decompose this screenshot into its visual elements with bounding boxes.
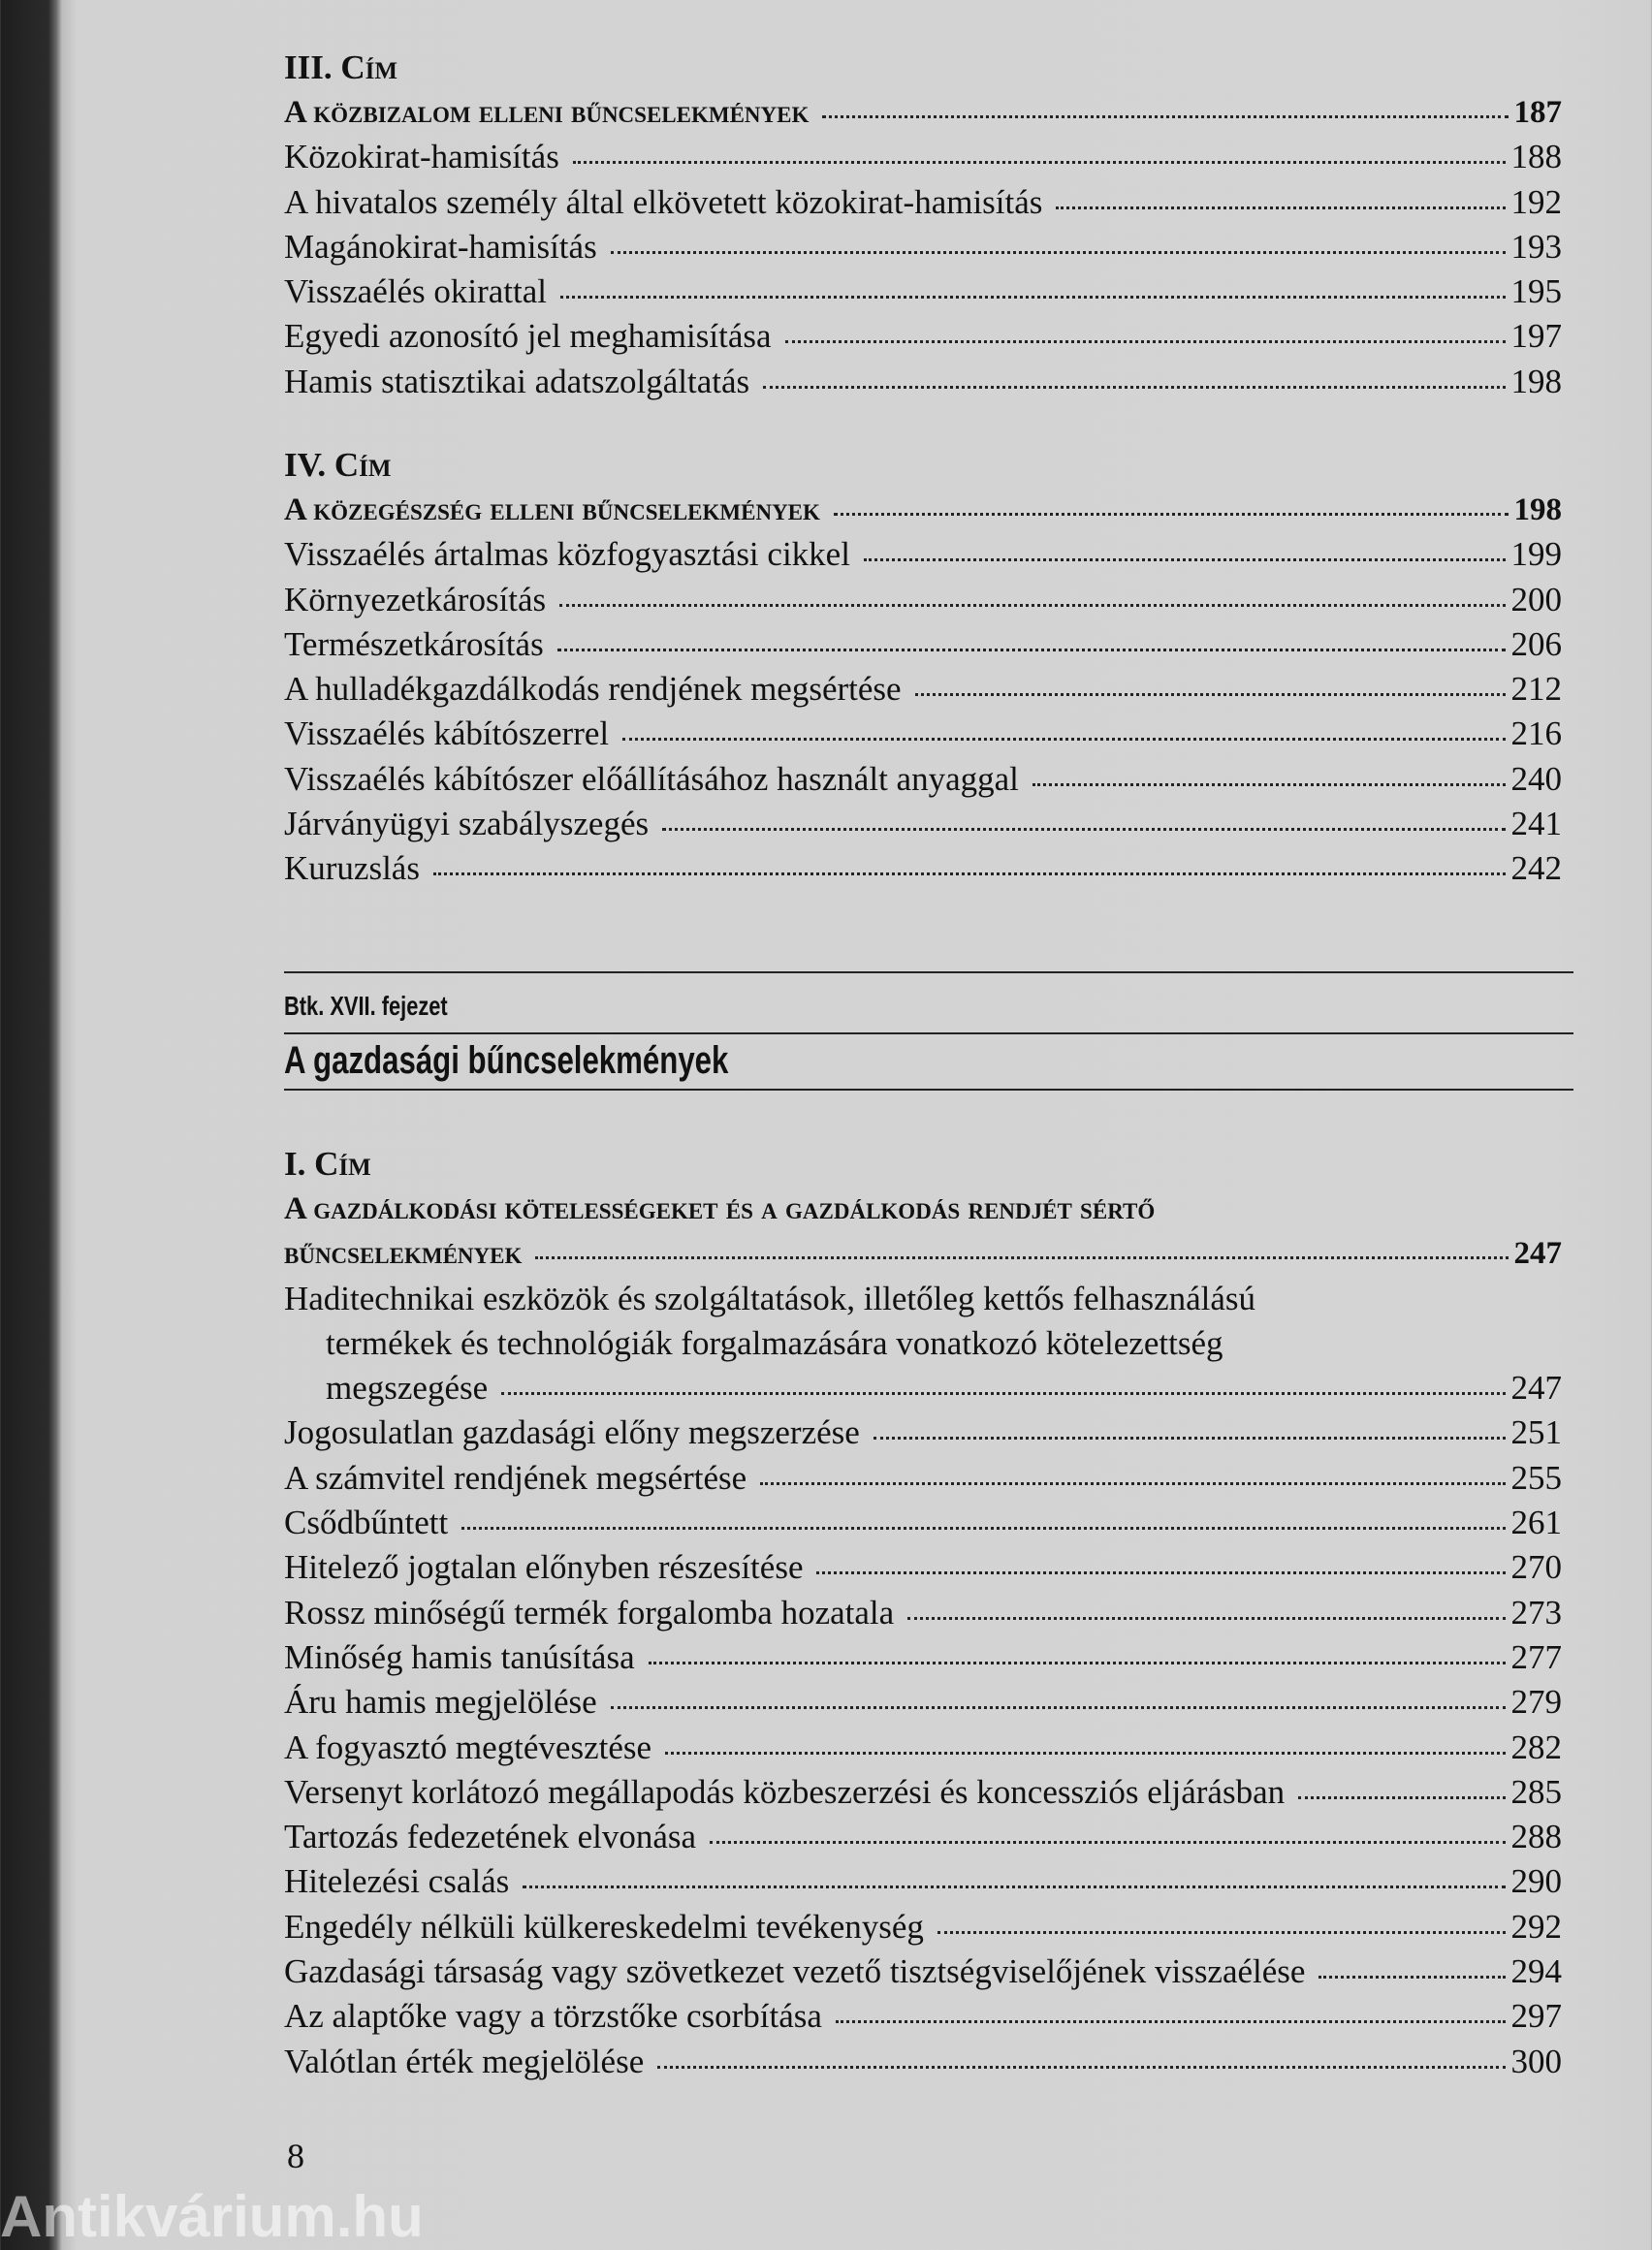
toc-entry[interactable] [284, 757, 1562, 802]
divider-bottom [284, 1089, 1573, 1091]
dot-leader [1032, 783, 1506, 786]
chapter-label: Btk. XVII. fejezet [284, 991, 448, 1021]
dot-leader [662, 828, 1505, 831]
toc-entry[interactable] [284, 1726, 1562, 1770]
toc-entry[interactable] [284, 1815, 1562, 1859]
entry-title: Hamis statisztikai adatszolgáltatás [284, 362, 750, 400]
toc-entry[interactable] [284, 1545, 1562, 1590]
entry-title: Versenyt korlátozó megállapodás közbeszerzési és koncessziós eljárásban [284, 1772, 1286, 1811]
toc-entry[interactable] [284, 1905, 1562, 1949]
toc-entry[interactable] [284, 532, 1562, 577]
entry-title: Haditechnikai eszközök és szolgáltatások, illetőleg kettős felhasználású [284, 1279, 1256, 1317]
toc-entry [284, 1321, 1562, 1366]
entry-title: A közegészség elleni bűncselekmények [284, 492, 820, 527]
entry-title: A közbizalom elleni bűncselekmények [284, 95, 810, 130]
heading-text: bűncselekmények [284, 1236, 523, 1272]
toc-entry[interactable] [284, 225, 1562, 269]
section-iv-cim [284, 443, 1562, 892]
toc-entry[interactable] [284, 1366, 1562, 1410]
entry-title: Az alaptőke vagy a törzstőke csorbítása [284, 1997, 822, 2036]
page-number: 206 [1510, 624, 1562, 663]
dot-leader [557, 649, 1506, 651]
toc-entry-heading[interactable] [284, 1231, 1562, 1276]
toc-entry[interactable] [284, 180, 1562, 225]
page-number: 193 [1510, 227, 1562, 266]
section-title: I. Cím [284, 1145, 371, 1183]
page-number: 198 [1513, 492, 1562, 527]
entry-title: Tartozás fedezetének elvonása [284, 1818, 697, 1856]
dot-leader [816, 1571, 1505, 1574]
entry-title: Visszaélés ártalmas közfogyasztási cikkel [284, 535, 850, 574]
entry-title: A hivatalos személy által elkövetett közokirat-hamisítás [284, 182, 1043, 221]
page-number: 195 [1510, 272, 1562, 311]
section-title: III. Cím [284, 48, 397, 86]
page-number: 279 [1510, 1683, 1562, 1722]
dot-leader [665, 1752, 1505, 1755]
toc-entry[interactable] [284, 1770, 1562, 1815]
dot-leader [710, 1841, 1505, 1844]
page-number: 251 [1510, 1413, 1562, 1452]
toc-entry[interactable] [284, 578, 1562, 622]
entry-title: Engedély nélküli külkereskedelmi tevékenység [284, 1907, 924, 1946]
dot-leader [611, 1706, 1506, 1709]
page-number: 270 [1510, 1548, 1562, 1587]
dot-leader [1298, 1796, 1505, 1799]
page-number: 247 [1513, 1236, 1562, 1272]
dot-leader [611, 251, 1506, 254]
page-number: 242 [1510, 849, 1562, 888]
toc-entry[interactable] [284, 269, 1562, 314]
toc-entry[interactable] [284, 314, 1562, 359]
entry-title: Járványügyi szabályszegés [284, 805, 650, 843]
entry-title: Hitelezési csalás [284, 1862, 510, 1901]
toc-entry [284, 1277, 1562, 1321]
dot-leader [501, 1392, 1505, 1395]
dot-leader [1318, 1976, 1505, 1979]
dot-leader [915, 693, 1506, 696]
divider-top [284, 971, 1573, 973]
page-number: 188 [1510, 138, 1562, 176]
entry-title: Minőség hamis tanúsítása [284, 1637, 635, 1676]
toc-entry[interactable] [284, 1501, 1562, 1545]
toc-entry[interactable] [284, 1456, 1562, 1501]
dot-leader [836, 2020, 1506, 2023]
dot-leader [573, 161, 1506, 164]
dot-leader [535, 1256, 1508, 1259]
entry-title: Magánokirat-hamisítás [284, 227, 597, 266]
page-number: 292 [1510, 1907, 1562, 1946]
entry-title: Visszaélés kábítószer előállításához használt anyaggal [284, 759, 1019, 798]
page-number: 288 [1510, 1818, 1562, 1856]
toc-entry[interactable] [284, 1410, 1562, 1455]
page-number: 241 [1510, 805, 1562, 843]
entry-title: Csődbűntett [284, 1504, 449, 1542]
entry-title: Közokirat-hamisítás [284, 138, 559, 176]
page-number: 273 [1510, 1593, 1562, 1632]
entry-title: Természetkárosítás [284, 624, 544, 663]
page-number: 277 [1510, 1637, 1562, 1676]
entry-title: Visszaélés okirattal [284, 272, 547, 311]
dot-leader [433, 872, 1506, 875]
dot-leader [785, 340, 1506, 343]
dot-leader [1056, 206, 1505, 209]
page-number: 285 [1510, 1772, 1562, 1811]
heading-text: A gazdálkodási kötelességeket és a gazdálkodás rendjét sértő [284, 1191, 1156, 1226]
entry-title: Jogosulatlan gazdasági előny megszerzése [284, 1413, 860, 1452]
dot-leader [559, 604, 1505, 607]
toc-entry[interactable] [284, 1680, 1562, 1725]
dot-leader [760, 1482, 1505, 1485]
dot-leader [622, 738, 1505, 741]
toc-entry[interactable] [284, 1994, 1562, 2039]
page-number: 290 [1510, 1862, 1562, 1901]
toc-entry[interactable] [284, 846, 1562, 891]
toc-entry[interactable] [284, 1859, 1562, 1904]
chapter-title: A gazdasági bűncselekmények [284, 1039, 729, 1082]
entry-title: Visszaélés kábítószerrel [284, 714, 610, 753]
dot-leader [874, 1437, 1506, 1440]
dot-leader [560, 296, 1506, 299]
entry-title: A fogyasztó megtévesztése [284, 1727, 652, 1766]
page-number: 200 [1510, 580, 1562, 618]
page-number: 297 [1510, 1997, 1562, 2036]
entry-title: Rossz minőségű termék forgalomba hozatala [284, 1593, 895, 1632]
toc-entry[interactable] [284, 1635, 1562, 1680]
page-number: 300 [1510, 2042, 1562, 2080]
page-number: 255 [1510, 1458, 1562, 1497]
dot-leader [822, 115, 1508, 118]
entry-title: Környezetkárosítás [284, 580, 547, 618]
dot-leader [864, 558, 1506, 561]
dot-leader [657, 2066, 1505, 2069]
page-number: 199 [1510, 535, 1562, 574]
toc-entry-heading[interactable] [284, 90, 1562, 135]
entry-title: Hitelező jogtalan előnyben részesítése [284, 1548, 804, 1587]
section-heading-line [284, 1187, 1562, 1231]
page-number: 247 [1510, 1369, 1562, 1408]
entry-title: Egyedi azonosító jel meghamisítása [284, 317, 772, 356]
toc-entry[interactable] [284, 667, 1562, 712]
page-number: 294 [1510, 1952, 1562, 1991]
page-number: 198 [1510, 362, 1562, 400]
entry-title: Áru hamis megjelölése [284, 1683, 597, 1722]
entry-title: A számvitel rendjének megsértése [284, 1458, 747, 1497]
page-number: 212 [1510, 670, 1562, 709]
toc-entry[interactable] [284, 1949, 1562, 1994]
toc-entry[interactable] [284, 712, 1562, 756]
page-number: 192 [1510, 182, 1562, 221]
toc-entry[interactable] [284, 1591, 1562, 1635]
page-number: 197 [1510, 317, 1562, 356]
dot-leader [937, 1931, 1506, 1934]
dot-leader [834, 513, 1509, 516]
page-number: 187 [1513, 95, 1562, 130]
toc-entry[interactable] [284, 360, 1562, 404]
section-iii-cim [284, 46, 1562, 404]
dot-leader [523, 1886, 1505, 1888]
dot-leader [907, 1617, 1505, 1620]
page-number: 282 [1510, 1727, 1562, 1766]
entry-title: megszegése [326, 1369, 489, 1408]
watermark: Antikvárium.hu [0, 2184, 424, 2249]
entry-title: termékek és technológiák forgalmazására vonatkozó kötelezettség [326, 1323, 1223, 1362]
divider-middle [284, 1032, 1573, 1034]
entry-title: Valótlan érték megjelölése [284, 2042, 645, 2080]
page-number-footer: 8 [287, 2137, 304, 2175]
dot-leader [763, 386, 1505, 389]
dot-leader [461, 1527, 1505, 1530]
entry-title: A hulladékgazdálkodás rendjének megsértése [284, 670, 902, 709]
page-number: 240 [1510, 759, 1562, 798]
toc-entry[interactable] [284, 135, 1562, 179]
entry-title: Kuruzslás [284, 849, 420, 888]
dot-leader [649, 1662, 1506, 1664]
page-number: 216 [1510, 714, 1562, 753]
toc-entry[interactable] [284, 622, 1562, 667]
page-number: 261 [1510, 1504, 1562, 1542]
toc-entry-heading[interactable] [284, 488, 1562, 532]
section-title: IV. Cím [284, 446, 392, 484]
section-i-cim [284, 1142, 1562, 2084]
toc-entry[interactable] [284, 802, 1562, 846]
toc-entry[interactable] [284, 2040, 1562, 2084]
entry-title: Gazdasági társaság vagy szövetkezet vezető tisztségviselőjének visszaélése [284, 1952, 1306, 1991]
